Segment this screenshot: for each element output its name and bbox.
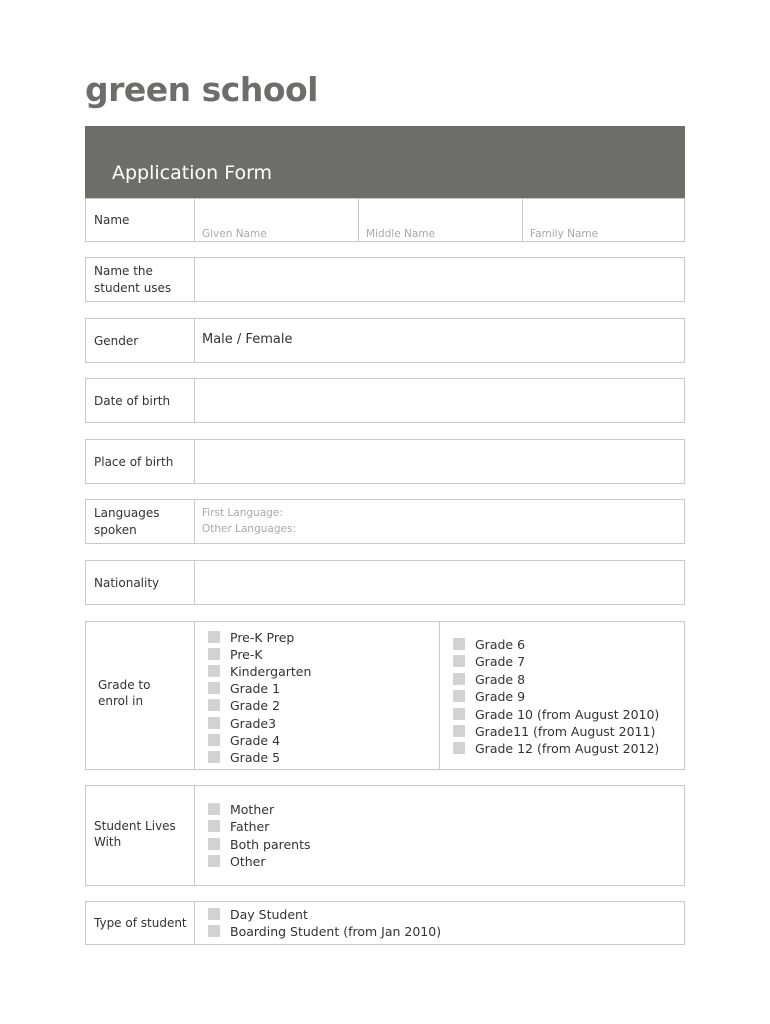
grade-option-label: Grade 2 bbox=[230, 698, 281, 714]
lives-with-label bbox=[86, 786, 195, 885]
student-type-label bbox=[86, 902, 195, 944]
lives-with-label-line1: Student Lives bbox=[94, 819, 176, 833]
checkbox-icon[interactable] bbox=[208, 751, 220, 763]
checkbox-icon[interactable] bbox=[453, 742, 465, 754]
student-type-option-label: Boarding Student (from Jan 2010) bbox=[230, 924, 442, 939]
grade-option-label: Pre-K bbox=[230, 647, 263, 663]
family-name-hint: Family Name bbox=[530, 228, 599, 240]
grade-option-label: Kindergarten bbox=[230, 664, 312, 680]
preferred-name-row bbox=[85, 257, 685, 302]
checkbox-icon[interactable] bbox=[453, 690, 465, 702]
nationality-label-text: Nationality bbox=[94, 576, 160, 590]
grade-option-label: Grade 9 bbox=[475, 689, 526, 705]
grade-option-label: Grade11 (from August 2011) bbox=[475, 724, 656, 739]
grade-option-label: Grade 6 bbox=[475, 637, 526, 652]
grade-label-line1: Grade to bbox=[98, 678, 151, 692]
checkbox-icon[interactable] bbox=[208, 855, 220, 867]
languages-label bbox=[86, 500, 195, 543]
checkbox-icon[interactable] bbox=[208, 820, 220, 832]
grade-label-line2: enrol in bbox=[98, 694, 144, 708]
lives-with-option-label: Father bbox=[230, 819, 270, 835]
middle-name-hint: Middle Name bbox=[366, 228, 435, 240]
checkbox-icon[interactable] bbox=[453, 638, 465, 650]
checkbox-icon[interactable] bbox=[453, 655, 465, 667]
name-label bbox=[86, 199, 195, 241]
checkbox-icon[interactable] bbox=[208, 925, 220, 937]
family-name-field[interactable] bbox=[523, 199, 684, 241]
student-type-options bbox=[195, 902, 684, 944]
gender-row bbox=[85, 318, 685, 363]
checkbox-icon[interactable] bbox=[208, 648, 220, 660]
nationality-label bbox=[86, 561, 195, 604]
name-row bbox=[85, 198, 685, 242]
name-label-text: Name bbox=[94, 213, 130, 227]
checkbox-icon[interactable] bbox=[208, 682, 220, 694]
gender-label bbox=[86, 319, 195, 362]
lives-with-option-label: Other bbox=[230, 853, 266, 869]
lives-with-option-label: Both parents bbox=[230, 836, 311, 852]
lives-with-options bbox=[195, 786, 684, 885]
grade-option-label: Grade 7 bbox=[475, 654, 526, 670]
checkbox-icon[interactable] bbox=[208, 665, 220, 677]
first-language-hint: First Language: bbox=[202, 507, 283, 519]
checkbox-icon[interactable] bbox=[208, 717, 220, 729]
grade-option-label: Pre-K Prep bbox=[230, 630, 295, 645]
grade-option-label: Grade 4 bbox=[230, 732, 281, 748]
student-type-label-text: Type of student bbox=[94, 916, 187, 930]
form-title: Application Form bbox=[112, 162, 273, 184]
checkbox-icon[interactable] bbox=[453, 673, 465, 685]
checkbox-icon[interactable] bbox=[208, 631, 220, 643]
other-languages-hint: Other Languages: bbox=[202, 523, 296, 535]
languages-label-line1: Languages bbox=[94, 506, 160, 520]
preferred-name-label-line2: student uses bbox=[94, 281, 172, 295]
middle-name-field[interactable] bbox=[359, 199, 523, 241]
preferred-name-label bbox=[86, 258, 195, 301]
dob-label bbox=[86, 379, 195, 422]
student-type-row bbox=[85, 901, 685, 945]
checkbox-icon[interactable] bbox=[453, 708, 465, 720]
checkbox-icon[interactable] bbox=[208, 734, 220, 746]
grade-options bbox=[195, 622, 684, 769]
languages-label-line2: spoken bbox=[94, 523, 137, 537]
languages-field[interactable] bbox=[195, 500, 684, 543]
lives-with-option-label: Mother bbox=[230, 802, 275, 817]
lives-with-row bbox=[85, 785, 685, 886]
nationality-row bbox=[85, 560, 685, 605]
grade-option-label: Grade 10 (from August 2010) bbox=[475, 706, 660, 722]
grade-option-label: Grade 1 bbox=[230, 681, 281, 697]
nationality-field[interactable] bbox=[195, 561, 684, 604]
languages-row bbox=[85, 499, 685, 544]
form-header bbox=[85, 126, 685, 198]
pob-field[interactable] bbox=[195, 440, 684, 483]
checkbox-icon[interactable] bbox=[453, 725, 465, 737]
given-name-hint: Given Name bbox=[202, 228, 267, 240]
dob-field[interactable] bbox=[195, 379, 684, 422]
gender-field[interactable] bbox=[195, 319, 684, 362]
lives-with-label-line2: With bbox=[94, 835, 122, 849]
grade-option-label: Grade 12 (from August 2012) bbox=[475, 741, 660, 757]
given-name-field[interactable] bbox=[195, 199, 359, 241]
grade-row bbox=[85, 621, 685, 770]
student-type-option-label: Day Student bbox=[230, 907, 308, 922]
grade-option-label: Grade 5 bbox=[230, 749, 281, 765]
pob-label bbox=[86, 440, 195, 483]
gender-label-text: Gender bbox=[94, 334, 139, 348]
dob-row bbox=[85, 378, 685, 423]
grade-option-label: Grade 8 bbox=[475, 671, 526, 687]
school-logo: green school bbox=[85, 70, 318, 109]
name-fields bbox=[195, 199, 684, 241]
checkbox-icon[interactable] bbox=[208, 803, 220, 815]
checkbox-icon[interactable] bbox=[208, 838, 220, 850]
pob-label-text: Place of birth bbox=[94, 455, 174, 469]
preferred-name-label-line1: Name the bbox=[94, 264, 153, 278]
pob-row bbox=[85, 439, 685, 484]
grade-column-divider bbox=[439, 622, 440, 769]
dob-label-text: Date of birth bbox=[94, 394, 171, 408]
gender-value: Male / Female bbox=[202, 332, 293, 347]
grade-label bbox=[86, 622, 195, 769]
preferred-name-field[interactable] bbox=[195, 258, 684, 301]
checkbox-icon[interactable] bbox=[208, 908, 220, 920]
checkbox-icon[interactable] bbox=[208, 699, 220, 711]
grade-option-label: Grade3 bbox=[230, 715, 277, 731]
